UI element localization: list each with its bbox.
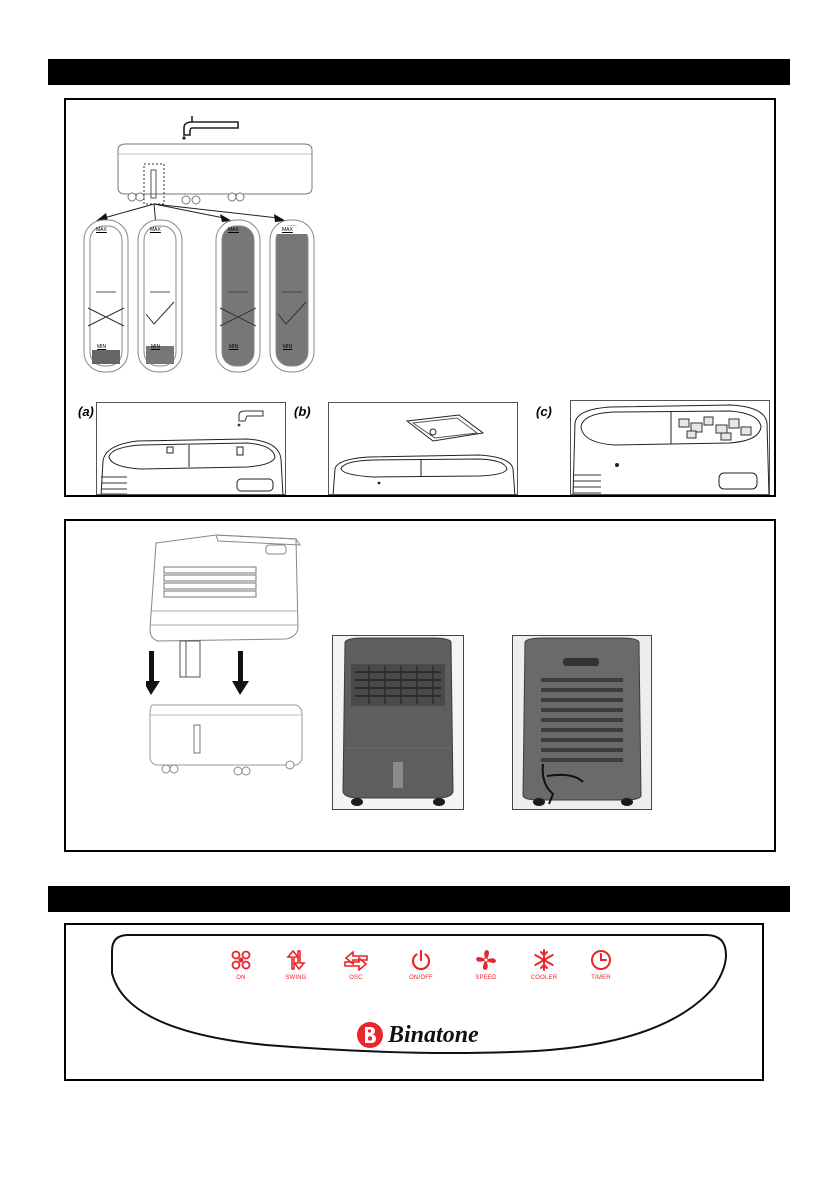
control-speed-label: SPEED: [475, 975, 497, 981]
figure-a-open-top-cover: [96, 402, 286, 495]
figure-a-label: (a): [78, 404, 94, 419]
binatone-b-icon: [356, 1021, 384, 1049]
control-on-label: ON: [236, 975, 246, 981]
control-swing-button[interactable]: [266, 949, 326, 981]
control-on-button[interactable]: [211, 949, 271, 981]
figure-b-label: (b): [294, 404, 311, 419]
power-icon: [410, 949, 432, 971]
gauge-min-label: MIN: [151, 344, 161, 350]
control-timer-label: TIMER: [591, 975, 611, 981]
gauge-min-label: MIN: [97, 344, 107, 350]
control-osc-button[interactable]: [326, 949, 386, 981]
water-level-panel: [64, 98, 776, 497]
fan-speed-icon: [475, 949, 497, 971]
gauge-max-label: MAX: [150, 227, 161, 233]
fan-mode-icon: [230, 949, 252, 971]
gauge-min-label: MIN: [229, 344, 239, 350]
control-cooler-button[interactable]: [514, 949, 574, 981]
gauge-min-label: MIN: [283, 344, 293, 350]
clock-icon: [590, 949, 612, 971]
snowflake-icon: [533, 949, 555, 971]
brand-logo: [356, 1021, 479, 1049]
control-timer-button[interactable]: [571, 949, 631, 981]
control-speed-button[interactable]: [456, 949, 516, 981]
gauge-max-label: MAX: [282, 227, 293, 233]
section-header-bar: [48, 59, 790, 85]
section-header-bar: [48, 886, 790, 912]
product-photo-rear: [512, 635, 652, 810]
figure-b-remove-cover: [328, 402, 518, 495]
brand-name: Binatone: [388, 1021, 479, 1048]
assembly-illustration: [146, 529, 346, 789]
control-power-label: ON/OFF: [409, 975, 433, 981]
product-photo-front: [332, 635, 464, 810]
swing-arrows-icon: [285, 949, 307, 971]
gauge-max-label: MAX: [228, 227, 239, 233]
control-swing-label: SWING: [285, 975, 307, 981]
control-osc-label: OSC: [349, 975, 363, 981]
figure-c-add-ice: [570, 400, 770, 495]
assembly-panel: [64, 519, 776, 852]
gauge-max-label: MAX: [96, 227, 107, 233]
control-cooler-label: COOLER: [530, 975, 558, 981]
oscillate-arrows-icon: [343, 949, 369, 971]
control-panel-figure: [64, 923, 764, 1081]
figure-c-label: (c): [536, 404, 552, 419]
control-power-button[interactable]: [391, 949, 451, 981]
